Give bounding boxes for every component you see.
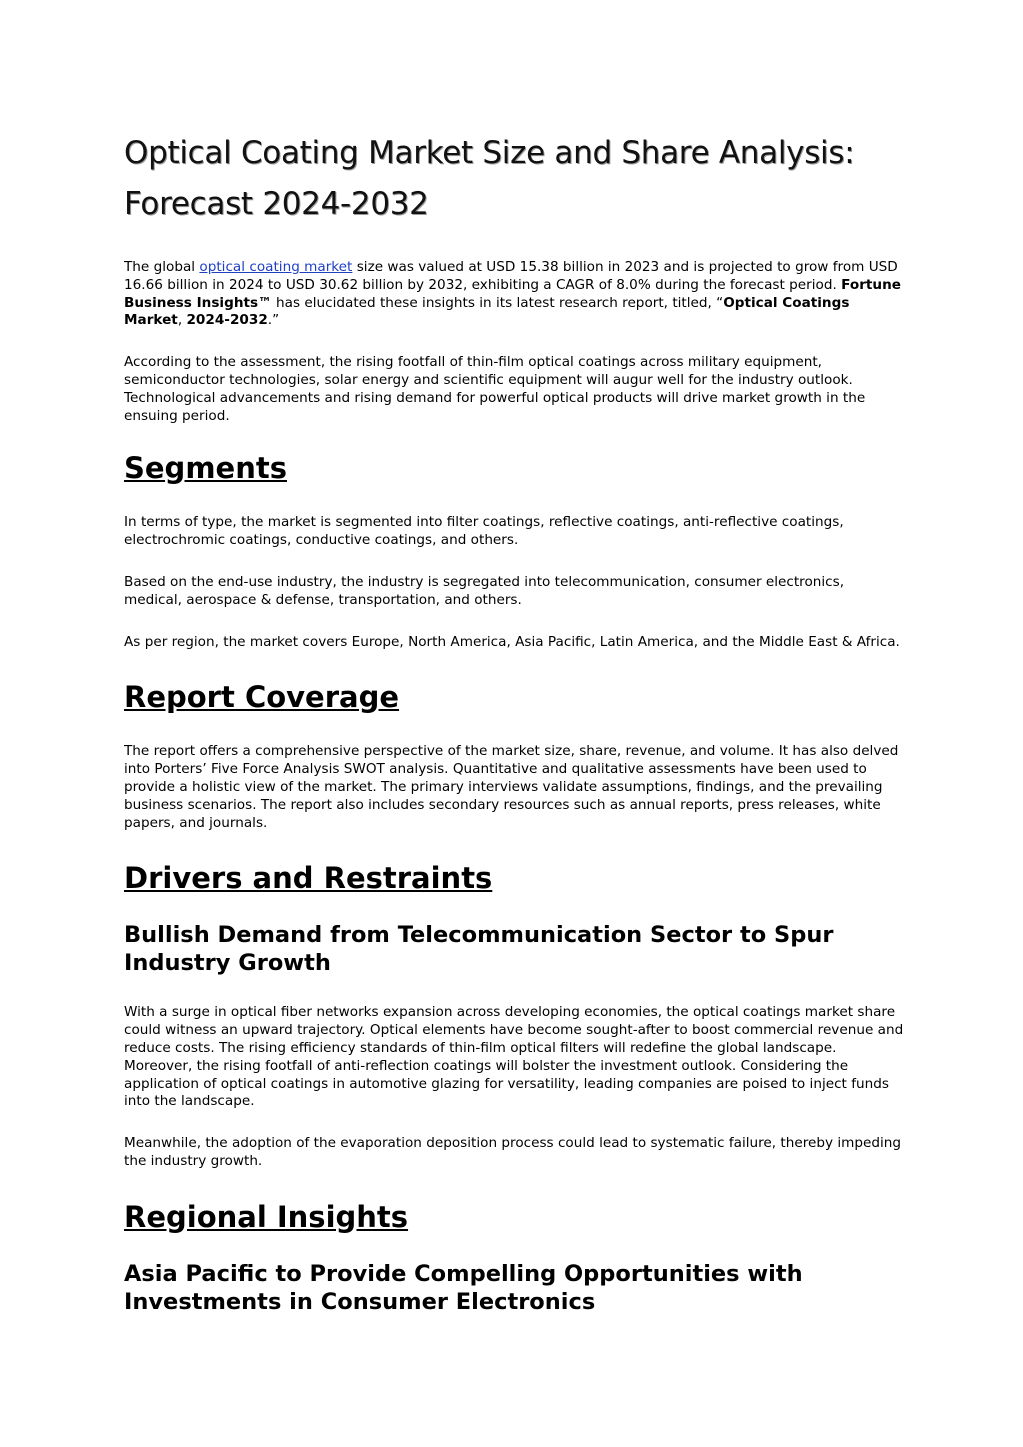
segments-type-paragraph: In terms of type, the market is segmented into filter coatings, reflective coatings, anti-reflective coatings, electrochromic coatings, conductive coatings, and others. (124, 514, 844, 549)
page-title: Optical Coating Market Size and Share Analysis: Forecast 2024-2032 (124, 135, 855, 222)
intro-paragraph (124, 259, 904, 330)
regional-subheading: Asia Pacific to Provide Compelling Opportunities with Investments in Consumer Electronics (124, 1260, 803, 1315)
assessment-paragraph: According to the assessment, the rising footfall of thin-film optical coatings across military equipment, semiconductor technologies, solar energy and scientific equipment will augur well for the industry outlook. Technological advancements and rising demand for powerful optical products will drive market growth in the ensuing period. (124, 354, 866, 424)
brand-name: Fortune Business Insights™ (124, 276, 901, 311)
segments-industry-paragraph: Based on the end-use industry, the industry is segregated into telecommunication, consumer electronics, medical, aerospace & defense, transportation, and others. (124, 573, 845, 608)
regional-heading: Regional Insights (124, 1199, 409, 1234)
report-years: 2024-2032 (186, 312, 268, 329)
drivers-heading: Drivers and Restraints (124, 861, 493, 896)
segments-region-paragraph: As per region, the market covers Europe, North America, Asia Pacific, Latin America, and the Middle East & Africa. (124, 633, 900, 650)
intro-comma: , (177, 312, 187, 329)
report-coverage-heading: Report Coverage (124, 680, 400, 715)
intro-closing: .” (267, 312, 280, 329)
segments-heading: Segments (124, 451, 287, 486)
document-page (124, 128, 904, 1343)
drivers-subheading: Bullish Demand from Telecommunication Sector to Spur Industry Growth (124, 922, 834, 977)
intro-text-1: The global (124, 259, 200, 275)
report-coverage-paragraph: The report offers a comprehensive perspective of the market size, share, revenue, and volume. It has also delved into Porters’ Five Force Analysis SWOT analysis. Quantitative and qualitative assessments have been used to provide a holistic view of the market. The primary interviews validate assumptions, findings, and the prevailing business scenarios. The report also includes secondary resources such as annual reports, press releases, white papers, and journals. (124, 743, 899, 831)
restraints-paragraph: Meanwhile, the adoption of the evaporation deposition process could lead to systematic failure, thereby impeding the industry growth. (124, 1135, 902, 1169)
drivers-paragraph: With a surge in optical fiber networks expansion across developing economies, the optical coatings market share could witness an upward trajectory. Optical elements have become sought-after to boost commercial revenue and reduce costs. The rising efficiency standards of thin-film optical filters will redefine the global landscape. Moreover, the rising footfall of anti-reflection coatings will bolster the investment outlook. Considering the application of optical coatings in automotive glazing for versatility, leading companies are poised to inject funds into the landscape. (124, 1004, 904, 1110)
intro-text-2: size was valued at USD 15.38 billion in 2023 and is projected to grow from USD 16.66 billion in 2024 to USD 30.62 billion by 2032, exhibiting a CAGR of 8.0% during the forecast period. (124, 259, 898, 293)
report-name: Optical Coatings Market (124, 294, 850, 329)
optical-coating-market-link[interactable]: optical coating market (199, 259, 353, 275)
intro-text-3: has elucidated these insights in its latest research report, titled, “ (271, 294, 724, 311)
